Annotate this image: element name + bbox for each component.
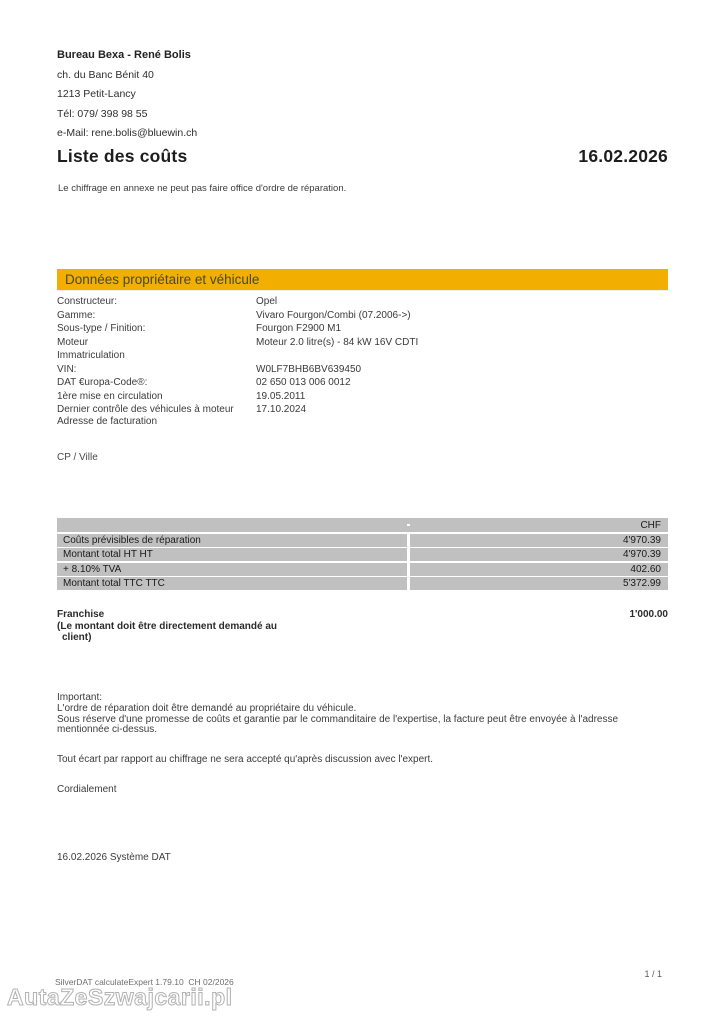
row-label: Constructeur: [57, 296, 118, 307]
row-label: Moteur [57, 336, 89, 348]
row-value: 02 650 013 006 0012 [256, 377, 351, 388]
row-value: Fourgon F2900 M1 [256, 323, 342, 334]
vehicle-row [57, 309, 668, 323]
vehicle-row [57, 403, 668, 417]
sender-block [57, 46, 197, 144]
costs-row [57, 563, 668, 576]
billing-address-label: Adresse de facturation [57, 416, 158, 427]
row-value: W0LF7BHB6BV639450 [256, 363, 362, 375]
important-line2: Sous réserve d'une promesse de coûts et garantie par le commanditaire de l'expertise, la facture peut être envoyée à l'adresse mentionnée ci-dessus. [57, 713, 619, 736]
row-label: 1ère mise en circulation [57, 390, 163, 402]
row-label: Immatriculation [57, 350, 125, 361]
page-title: Liste des coûts [57, 146, 188, 166]
row-label: VIN: [57, 363, 77, 375]
vehicle-row [57, 376, 668, 390]
document-date: 16.02.2026 [578, 146, 668, 166]
costs-currency-header: CHF [640, 519, 661, 531]
section-header-label: Données propriétaire et véhicule [65, 272, 260, 287]
cost-label: Montant total TTC TTC [57, 577, 410, 590]
row-value: Opel [256, 296, 278, 307]
sender-name: Bureau Bexa - René Bolis [57, 49, 191, 61]
vehicle-data-list [57, 295, 668, 417]
title-row [57, 146, 668, 167]
cost-label: + 8.10% TVA [57, 563, 410, 576]
header-note: Le chiffrage en annexe ne peut pas faire office d'ordre de réparation. [58, 183, 347, 194]
row-value: 17.10.2024 [256, 404, 307, 415]
costs-row [57, 534, 668, 547]
sender-city: 1213 Petit-Lancy [57, 88, 136, 100]
footer-page-number: 1 / 1 [644, 969, 662, 979]
cost-value: 4'970.39 [622, 549, 661, 560]
cost-label: Coûts prévisibles de réparation [57, 534, 410, 547]
vehicle-row [57, 363, 668, 377]
franchise-label: Franchise [57, 609, 105, 620]
section-header-vehicle [57, 269, 668, 291]
cost-value: 4'970.39 [622, 534, 661, 546]
city-label: CP / Ville [57, 452, 98, 463]
cost-value: 5'372.99 [622, 578, 661, 589]
vehicle-row [57, 390, 668, 404]
closing-note: Cordialement [57, 784, 117, 795]
important-title: Important: [57, 692, 103, 703]
costs-row [57, 577, 668, 590]
franchise-value: 1'000.00 [629, 609, 668, 620]
sender-email: e-Mail: rene.bolis@bluewin.ch [57, 127, 198, 139]
row-label: Gamme: [57, 309, 96, 321]
vehicle-row [57, 349, 668, 363]
franchise-block [57, 609, 668, 644]
sender-street: ch. du Banc Bénit 40 [57, 68, 154, 81]
row-label: DAT €uropa-Code®: [57, 377, 148, 388]
row-label: Sous-type / Finition: [57, 323, 146, 334]
footer-app-version: SilverDAT calculateExpert 1.79.10 CH 02/2026 [55, 977, 234, 987]
cost-label: Montant total HT HT [57, 548, 410, 561]
franchise-note-line2: client) [62, 632, 92, 643]
important-line1: L'ordre de réparation doit être demandé au propriétaire du véhicule. [57, 702, 357, 714]
costs-header-row [57, 518, 668, 532]
cost-value: 402.60 [630, 563, 661, 575]
row-value: 19.05.2011 [256, 390, 306, 402]
sender-phone: Tél: 079/ 398 98 55 [57, 107, 148, 120]
row-label: Dernier contrôle des véhicules à moteur [57, 404, 234, 415]
vehicle-row [57, 295, 668, 309]
row-value: Moteur 2.0 litre(s) - 84 kW 16V CDTI [256, 336, 419, 348]
vehicle-row [57, 336, 668, 350]
row-value [256, 349, 668, 363]
costs-header-empty [57, 524, 410, 526]
costs-row [57, 548, 668, 561]
deviation-note: Tout écart par rapport au chiffrage ne sera accepté qu'après discussion avec l'expert. [57, 754, 434, 765]
important-block [57, 693, 649, 736]
costs-table [57, 518, 668, 592]
vehicle-row [57, 322, 668, 336]
watermark-text: AutaZeSzwajcarii.pl [7, 984, 233, 1010]
row-value: Vivaro Fourgon/Combi (07.2006->) [256, 309, 411, 321]
franchise-note-line1: (Le montant doit être directement demandé au [57, 620, 278, 632]
system-date-line: 16.02.2026 Système DAT [57, 852, 171, 863]
